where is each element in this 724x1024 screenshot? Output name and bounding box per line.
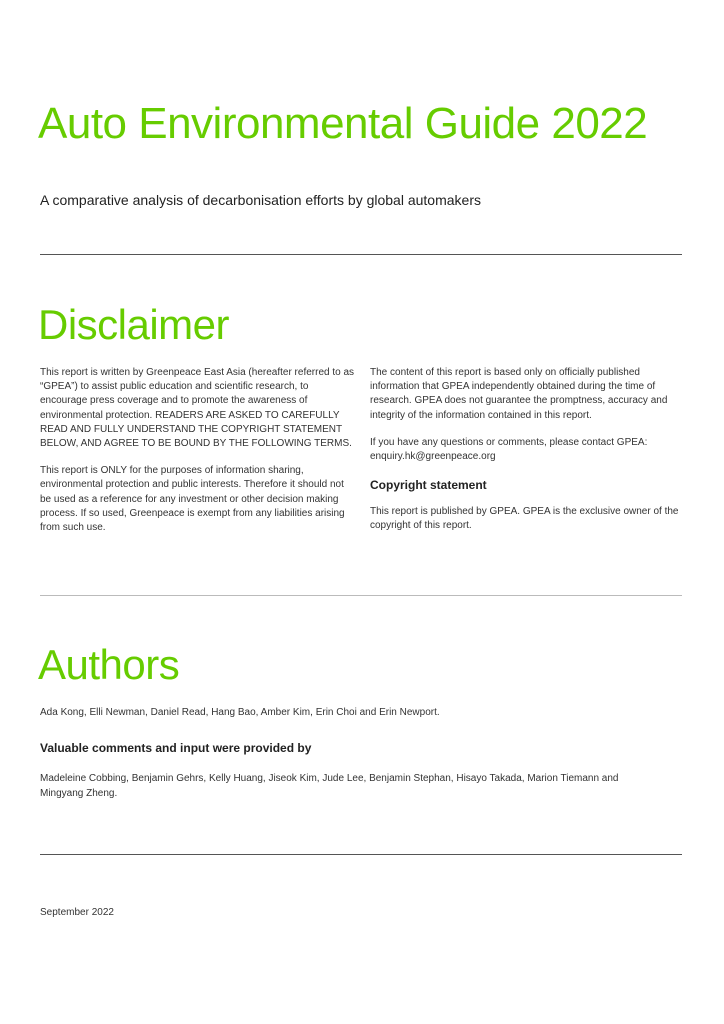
disclaimer-right-column (370, 366, 686, 547)
contributors-heading: Valuable comments and input were provided by (40, 741, 312, 755)
divider-top (40, 254, 682, 255)
publication-date: September 2022 (40, 907, 114, 918)
disclaimer-paragraph: The content of this report is based only on officially published information that GPEA independently obtained during the time of research. GPEA does not guarantee the promptness, accuracy and integrity of the information contained in this report. (370, 367, 668, 421)
disclaimer-left-column (40, 366, 356, 548)
divider-bottom (40, 854, 682, 855)
copyright-heading: Copyright statement (370, 478, 487, 493)
divider-middle (40, 595, 682, 596)
copyright-text: This report is published by GPEA. GPEA is the exclusive owner of the copyright of this report. (370, 506, 679, 532)
disclaimer-paragraph: This report is ONLY for the purposes of information sharing, environmental protection and public interests. Therefore it should not be used as a reference for any investment or other decision making process. If so used, Greenpeace is exempt from any liabilities arising from such use. (40, 465, 345, 534)
disclaimer-heading: Disclaimer (38, 301, 230, 348)
authors-heading: Authors (38, 641, 180, 688)
authors-list: Ada Kong, Elli Newman, Daniel Read, Hang Bao, Amber Kim, Erin Choi and Erin Newport. (40, 707, 440, 718)
disclaimer-contact: If you have any questions or comments, please contact GPEA: enquiry.hk@greenpeace.org (370, 436, 648, 463)
document-subtitle: A comparative analysis of decarbonisation efforts by global automakers (40, 192, 481, 208)
contributors-list: Madeleine Cobbing, Benjamin Gehrs, Kelly Huang, Jiseok Kim, Jude Lee, Benjamin Stephan, Hisayo Takada, Marion Tiemann and Mingyang Zheng. (40, 773, 619, 799)
disclaimer-paragraph: This report is written by Greenpeace East Asia (hereafter referred to as “GPEA”) to assist public education and scientific research, to encourage press coverage and to promote the awareness of environmental protection. READERS ARE ASKED TO CAREFULLY READ AND FULLY UNDERSTAND THE COPYRIGHT STATEMENT BELOW, AND AGREE TO BE BOUND BY THE FOLLOWING TERMS. (40, 367, 355, 450)
document-title: Auto Environmental Guide 2022 (38, 99, 648, 148)
